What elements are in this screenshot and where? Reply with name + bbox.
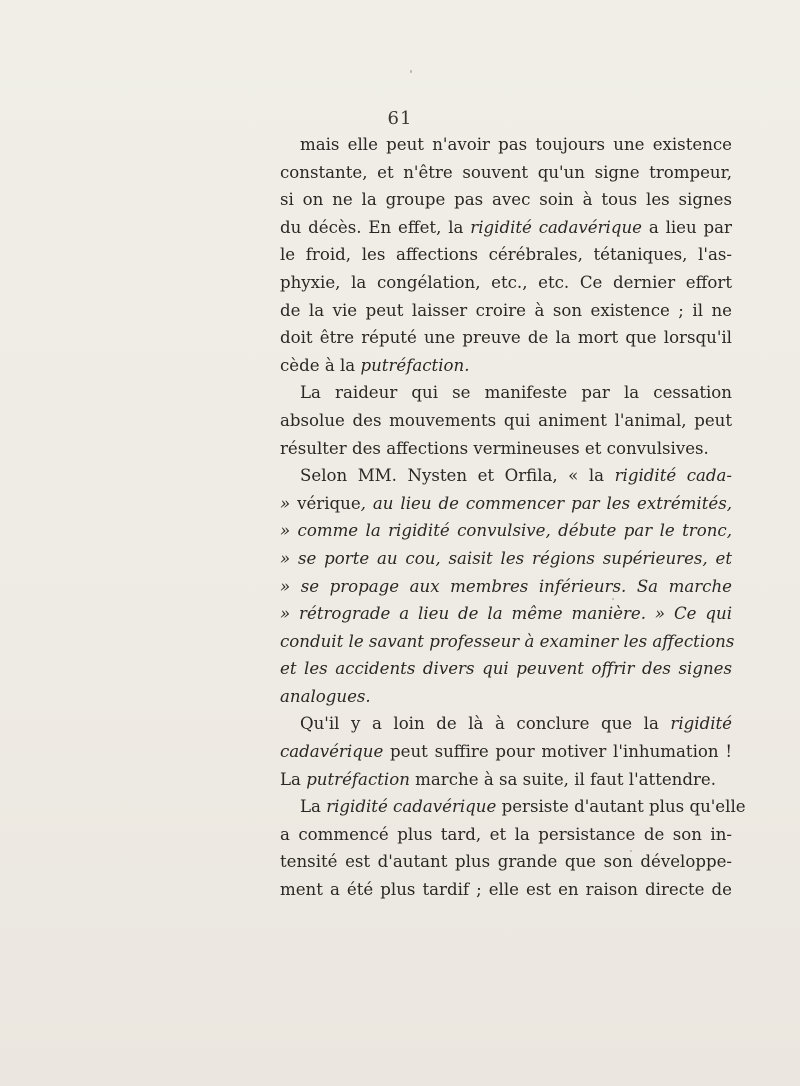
italic-term: putréfaction [306, 769, 410, 789]
text-line [280, 545, 732, 573]
text-line: La putréfaction marche à sa suite, il faut l'attendre. [280, 769, 717, 789]
text-line: La raideur qui se manifeste par la cessation [300, 383, 732, 403]
text-line: résulter des affections vermineuses et convulsives. [280, 438, 709, 458]
text-line: phyxie, la congélation, etc., etc. Ce dernier effort [280, 272, 732, 292]
text-line: ment a été plus tardif ; elle est en raison directe de [280, 880, 732, 900]
text-line [280, 655, 732, 683]
text-line [280, 573, 732, 601]
text-line [280, 517, 732, 545]
text-line: cadavérique peut suffire pour motiver l'inhumation ! [280, 742, 732, 762]
italic-term: et les accidents divers qui peuvent offrir des signes [280, 659, 732, 679]
text-line [280, 628, 735, 656]
text-line [280, 600, 732, 628]
paper-speck [410, 70, 412, 73]
body-text [280, 131, 746, 904]
text-line: si on ne la groupe pas avec soin à tous les signes [280, 190, 732, 210]
page-number: 61 [387, 108, 413, 129]
italic-term: , au lieu de commencer par les extrémités, [360, 493, 732, 513]
italic-term: conduit le savant professeur à examiner les affections [280, 631, 735, 651]
italic-term: rigidité cada- [614, 466, 733, 486]
text-line: a commencé plus tard, et la persistance de son in- [280, 824, 732, 844]
italic-term: rigidité cadavérique [326, 797, 497, 817]
text-line: du décès. En effet, la rigidité cadavérique a lieu par [280, 217, 732, 237]
text-line: Selon MM. Nysten et Orfila, « la rigidité cada- [300, 466, 733, 486]
paper-speck [630, 850, 632, 852]
italic-term: » se propage aux membres inférieurs. Sa marche [280, 576, 732, 596]
text-line: le froid, les affections cérébrales, tétaniques, l'as- [280, 245, 732, 265]
text-line: de la vie peut laisser croire à son existence ; il ne [280, 300, 732, 320]
text-line: » vérique, au lieu de commencer par les extrémités, [280, 493, 732, 513]
italic-term: » comme la rigidité convulsive, débute par le tronc, [280, 521, 732, 541]
italic-term: analogues. [280, 686, 371, 706]
italic-term: putréfaction. [360, 355, 470, 375]
text-line: cède à la putréfaction. [280, 355, 470, 375]
paper-speck [612, 598, 614, 600]
italic-term: rigidité cadavérique [470, 217, 642, 237]
text-line: tensité est d'autant plus grande que son développe- [280, 852, 732, 872]
text-line: constante, et n'être souvent qu'un signe trompeur, [280, 162, 732, 182]
italic-term: cadavérique [280, 742, 384, 762]
text-line [280, 683, 732, 711]
italic-term: » rétrograde a lieu de la même manière. » Ce qui [280, 604, 732, 624]
text-line: Qu'il y a loin de là à conclure que la rigidité [300, 714, 732, 734]
italic-term: » [280, 493, 298, 513]
text-line: La rigidité cadavérique persiste d'autant plus qu'elle [300, 797, 746, 817]
italic-term: » se porte au cou, saisit les régions supérieures, et [280, 548, 732, 568]
text-line: doit être réputé une preuve de la mort que lorsqu'il [280, 328, 732, 348]
text-line: absolue des mouvements qui animent l'animal, peut [280, 410, 732, 430]
text-line: mais elle peut n'avoir pas toujours une existence [300, 135, 732, 154]
italic-term: rigidité [670, 714, 732, 734]
